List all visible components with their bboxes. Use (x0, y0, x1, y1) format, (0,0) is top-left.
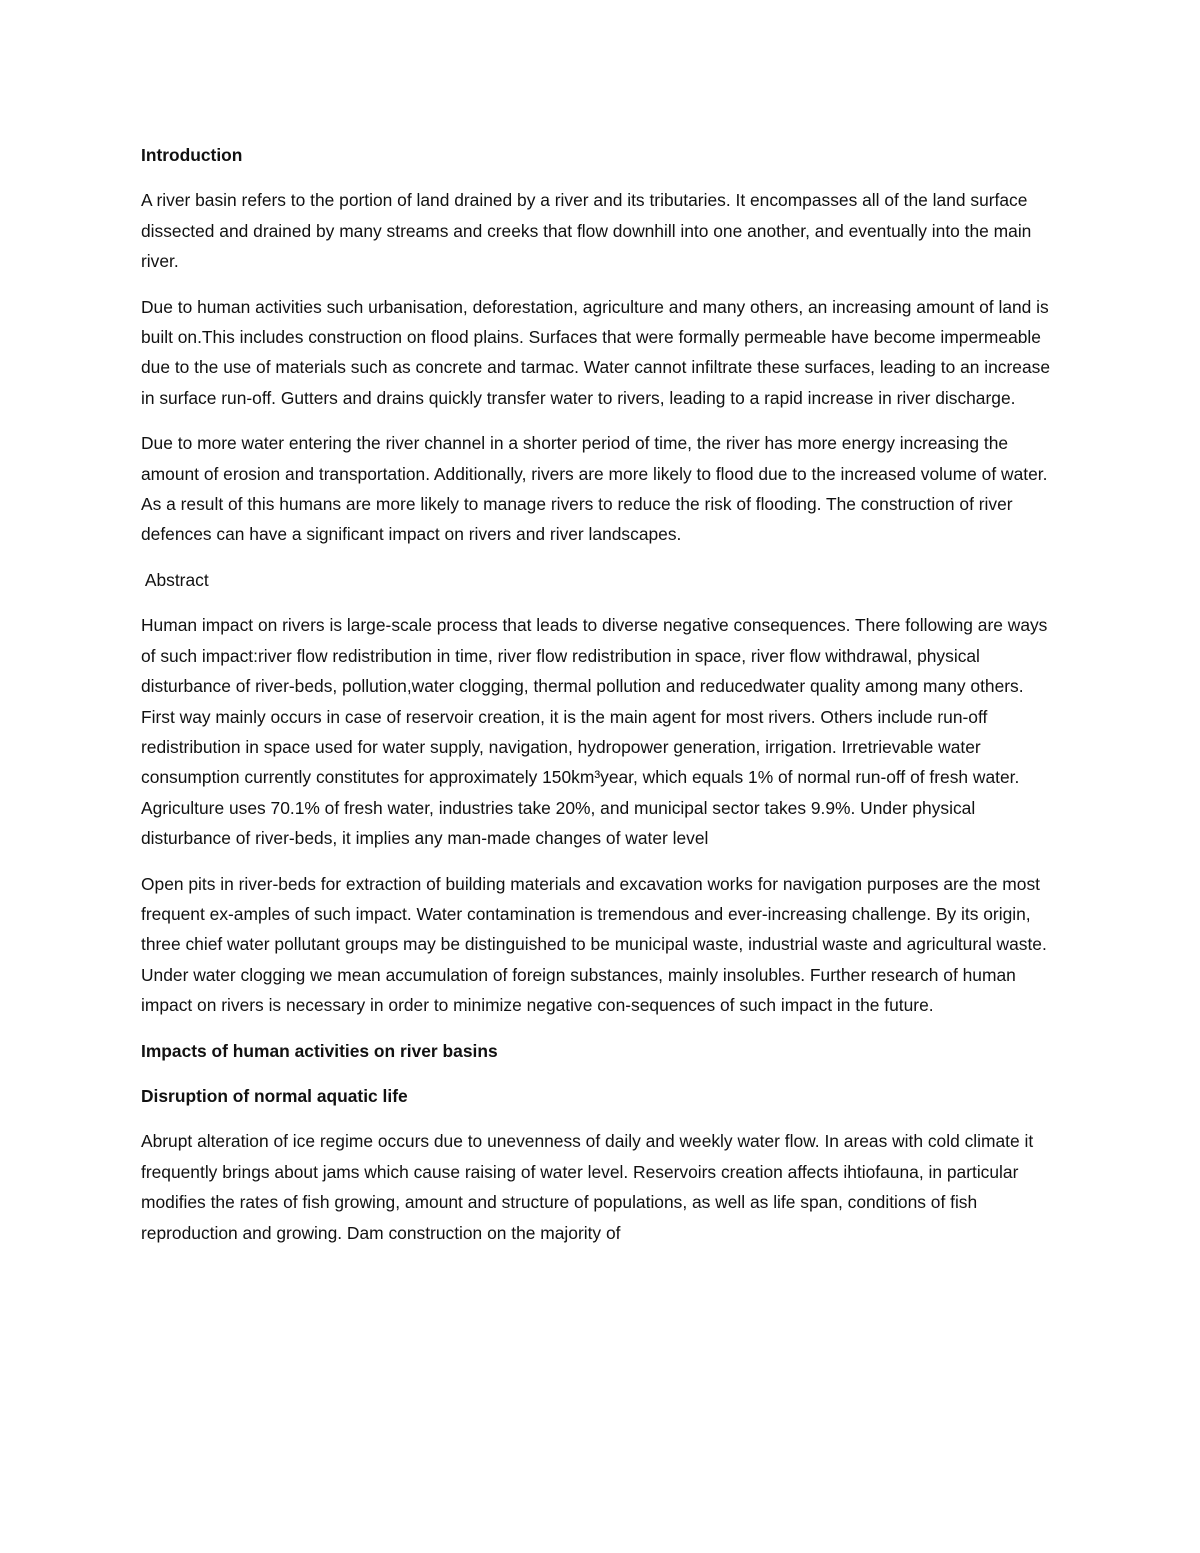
spacer (141, 277, 1060, 292)
intro-paragraph-3: Due to more water entering the river channel in a shorter period of time, the river has more energy increasing the amount of erosion and transportation. Additionally, rivers are more likely to flood due to the increased volume of water. As a result of this humans are more likely to manage rivers to reduce the risk of flooding. The construction of river defences can have a significant impact on rivers and river landscapes. (141, 433, 1048, 545)
intro-paragraph-2: Due to human activities such urbanisation, deforestation, agriculture and many others, an increasing amount of land is built on.This includes construction on flood plains. Surfaces that were formally permeable have become impermeable due to the use of materials such as concrete and tarmac. Water cannot infiltrate these surfaces, leading to an increase in surface run-off. Gutters and drains quickly transfer water to rivers, leading to a rapid increase in river discharge. (141, 296, 1050, 408)
intro-paragraph-1: A river basin refers to the portion of land drained by a river and its tributaries. It encompasses all of the land surface dissected and drained by many streams and creeks that flow downhill into one another, and eventually into the main river. (141, 190, 1032, 272)
spacer (141, 413, 1060, 428)
spacer (141, 170, 1060, 185)
introduction-heading: Introduction (141, 145, 243, 165)
spacer (141, 550, 1060, 565)
impacts-heading: Impacts of human activities on river basins (141, 1040, 498, 1061)
abstract-paragraph-2: Open pits in river-beds for extraction of building materials and excavation works for navigation purposes are the most frequent ex-amples of such impact. Water contamination is tremendous and ever-increasing challenge. By its origin, three chief water pollutant groups may be distinguished to be municipal waste, industrial waste and agricultural waste. Under water clogging we mean accumulation of foreign substances, mainly insolubles. Further research of human impact on rivers is necessary in order to minimize negative con-sequences of such impact in the future. (141, 873, 1047, 1016)
abstract-paragraph-1: Human impact on rivers is large-scale process that leads to diverse negative consequences. There following are ways of such impact:river flow redistribution in time, river flow redistribution in space, river flow withdrawal, physical disturbance of river-beds, pollution,water clogging, thermal pollution and reducedwater quality among many others. First way mainly occurs in case of reservoir creation, it is the main agent for most rivers. Others include run-off redistribution in space used for water supply, navigation, hydropower generation, irrigation. Irretrievable water consumption currently constitutes for approximately 150km³year, which equals 1% of normal run-off of fresh water. Agriculture uses 70.1% of fresh water, industries take 20%, and municipal sector takes 9.9%. Under physical disturbance of river-beds, it implies any man-made changes of water level (141, 615, 1048, 849)
spacer (141, 1066, 1060, 1081)
spacer (141, 1111, 1060, 1126)
disruption-heading: Disruption of normal aquatic life (141, 1085, 408, 1106)
spacer (141, 1021, 1060, 1036)
spacer (141, 595, 1060, 610)
disruption-paragraph: Abrupt alteration of ice regime occurs due to unevenness of daily and weekly water flow. In areas with cold climate it frequently brings about jams which cause raising of water level. Reservoirs creation affects ihtiofauna, in particular modifies the rates of fish growing, amount and structure of populations, as well as life span, conditions of fish reproduction and growing. Dam construction on the majority of (141, 1131, 1034, 1243)
spacer (141, 854, 1060, 869)
abstract-heading: Abstract (141, 569, 209, 590)
